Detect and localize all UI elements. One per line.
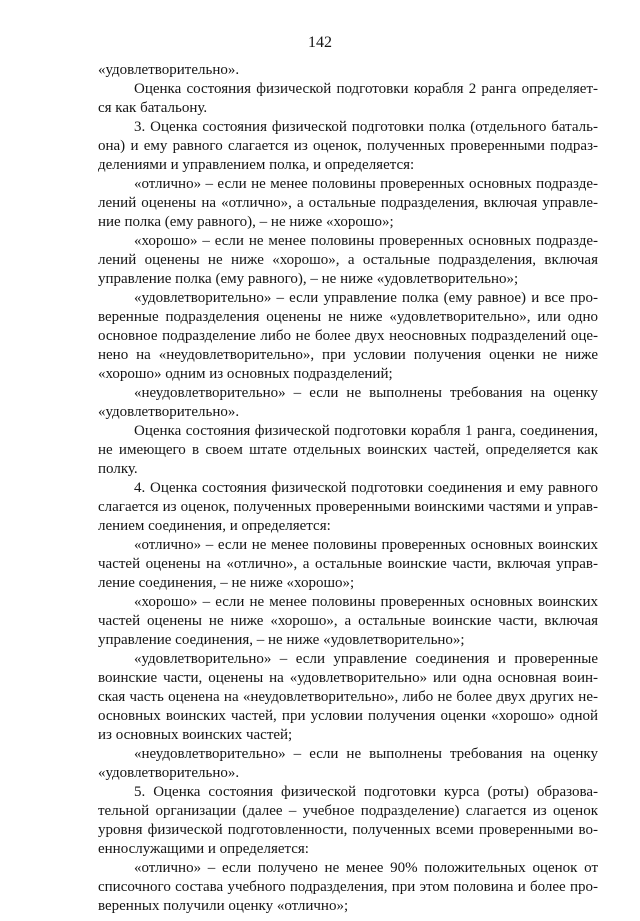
text-line: еннослужащими и определяется: bbox=[98, 841, 309, 857]
text-line: 5. Оценка состояния физической подготовки курса (роты) образова- bbox=[134, 784, 598, 800]
text-line: нено на «неудовлетворительно», при условии получения оценки не ниже bbox=[98, 347, 598, 363]
text-line: полку. bbox=[98, 461, 138, 477]
text-line: «хорошо» – если не менее половины проверенных основных воинских bbox=[134, 594, 598, 610]
text-line: «хорошо» – если не менее половины проверенных основных подразде- bbox=[134, 233, 598, 249]
text-line: «удовлетворительно». bbox=[98, 765, 240, 781]
text-line: воинские части, оценены на «удовлетворительно» или одна основная воин- bbox=[98, 670, 598, 686]
text-line: Оценка состояния физической подготовки корабля 2 ранга определяет- bbox=[134, 81, 598, 97]
text-line: слагается из оценок, полученных проверенными воинскими частями и управ- bbox=[98, 499, 598, 515]
text-line: лений оценены на «отлично», а остальные подразделения, включая управле- bbox=[98, 195, 598, 211]
text-line: основное подразделение либо не более двух неосновных подразделений оце- bbox=[98, 328, 598, 344]
text-line: «неудовлетворительно» – если не выполнены требования на оценку bbox=[134, 385, 598, 401]
text-line: ние полка (ему равного), – не ниже «хорошо»; bbox=[98, 214, 394, 230]
text-line: управление соединения, – не ниже «удовлетворительно»; bbox=[98, 632, 465, 648]
text-line: «отлично» – если не менее половины проверенных основных воинских bbox=[134, 537, 598, 553]
text-line: частей оценены на «отлично», а остальные воинские части, включая управ- bbox=[98, 556, 598, 572]
text-line: ся как батальону. bbox=[98, 100, 208, 116]
text-line: «неудовлетворительно» – если не выполнены требования на оценку bbox=[134, 746, 598, 762]
text-line: «удовлетворительно» – если управление полка (ему равное) и все про- bbox=[134, 290, 598, 306]
text-line: уровня физической подготовленности, полученных всеми проверенными во- bbox=[98, 822, 598, 838]
text-line: лений оценены не ниже «хорошо», а остальные подразделения, включая bbox=[98, 252, 598, 268]
text-line: делениями и управлением полка, и определяется: bbox=[98, 157, 415, 173]
text-line: основных воинских частей, при условии получения оценки «хорошо» одной bbox=[98, 708, 598, 724]
text-line: управление полка (ему равного), – не ниже «удовлетворительно»; bbox=[98, 271, 519, 287]
text-line: ление соединения, – не ниже «хорошо»; bbox=[98, 575, 355, 591]
document-body bbox=[98, 61, 598, 916]
text-line: «удовлетворительно» – если управление соединения и проверенные bbox=[134, 651, 598, 667]
text-line: «удовлетворительно». bbox=[98, 404, 240, 420]
text-line: списочного состава учебного подразделения, при этом половина и более про- bbox=[98, 879, 598, 895]
text-line: «хорошо» одним из основных подразделений; bbox=[98, 366, 393, 382]
text-line: Оценка состояния физической подготовки корабля 1 ранга, соединения, bbox=[134, 423, 598, 439]
text-line: она) и ему равного слагается из оценок, полученных проверенными подраз- bbox=[98, 138, 598, 154]
text-line: 3. Оценка состояния физической подготовки полка (отдельного баталь- bbox=[134, 119, 598, 135]
text-line: «удовлетворительно». bbox=[98, 62, 240, 78]
text-line: «отлично» – если получено не менее 90% положительных оценок от bbox=[134, 860, 598, 876]
text-line: из основных воинских частей; bbox=[98, 727, 293, 743]
text-line: ская часть оценена на «неудовлетворительно», либо не более двух других не- bbox=[98, 689, 598, 705]
text-line: частей оценены не ниже «хорошо», а остальные воинские части, включая bbox=[98, 613, 598, 629]
text-line: не имеющего в своем штате отдельных воинских частей, определяется как bbox=[98, 442, 598, 458]
text-line: 4. Оценка состояния физической подготовки соединения и ему равного bbox=[134, 480, 598, 496]
text-line: веренных получили оценку «отлично»; bbox=[98, 898, 349, 914]
page-number: 142 bbox=[308, 34, 332, 51]
text-line: «отлично» – если не менее половины проверенных основных подразде- bbox=[134, 176, 598, 192]
text-line: веренные подразделения оценены не ниже «удовлетворительно», или одно bbox=[98, 309, 598, 325]
text-line: лением соединения, и определяется: bbox=[98, 518, 331, 534]
text-line: тельной организации (далее – учебное подразделение) слагается из оценок bbox=[98, 803, 598, 819]
